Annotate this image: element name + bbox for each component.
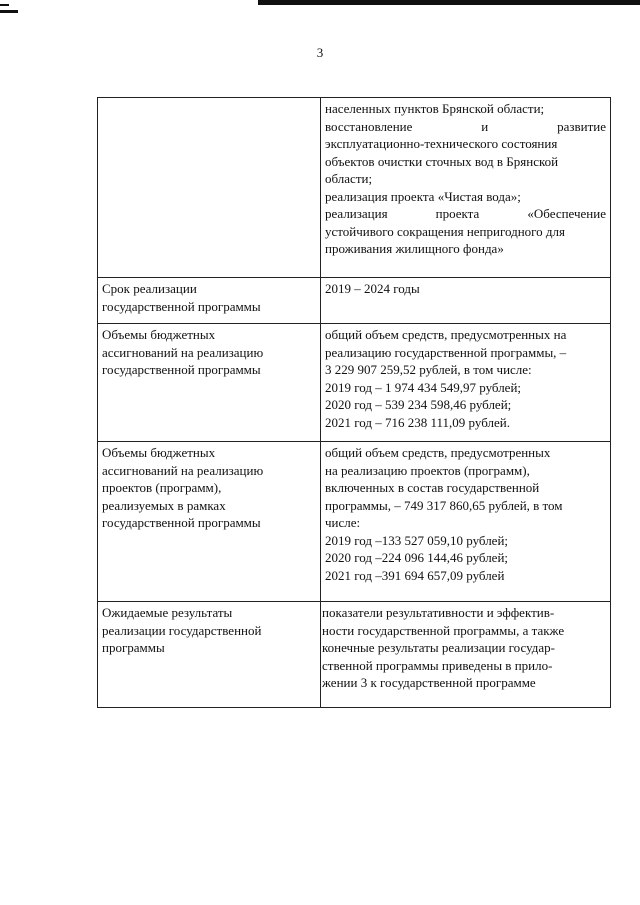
label-line: государственной программы	[102, 515, 261, 530]
scan-edge-mark	[0, 4, 9, 6]
table-row	[98, 602, 611, 708]
row-value-cell	[321, 442, 611, 602]
label-line: программы	[102, 640, 165, 655]
value-line: числе:	[325, 515, 361, 530]
row-value-cell	[321, 98, 611, 278]
value-word: «Обеспечение	[527, 206, 606, 221]
label-line: ассигнований на реализацию	[102, 462, 264, 478]
label-line: государственной программы	[102, 298, 261, 314]
scan-edge-line	[258, 0, 640, 5]
table-row	[98, 98, 611, 278]
row-value-cell	[321, 602, 611, 708]
row-label-cell	[98, 98, 321, 278]
label-line: Объемы бюджетных	[102, 327, 216, 342]
value-word: проекта	[435, 206, 480, 221]
label-line: Срок реализации	[102, 281, 197, 296]
table-row	[98, 324, 611, 442]
scan-edge-mark	[0, 10, 18, 13]
value-line: 2019 – 2024 годы	[325, 281, 420, 296]
value-line: показатели результативности и эффектив-	[322, 605, 555, 620]
label-line: ассигнований на реализацию	[102, 344, 264, 360]
value-word: реализация	[325, 206, 388, 221]
label-line: проектов (программ),	[102, 480, 222, 495]
value-word: развитие	[557, 118, 606, 134]
value-word: восстановление	[325, 118, 413, 134]
value-line: программы, – 749 317 860,65 рублей, в том	[325, 497, 563, 513]
row-value-cell	[321, 278, 611, 324]
label-line: реализации государственной	[102, 622, 262, 638]
value-line: населенных пунктов Брянской области;	[325, 101, 545, 116]
value-line: ственной программы приведены в прило-	[322, 657, 553, 673]
row-value-cell	[321, 324, 611, 442]
value-line: конечные результаты реализации государ-	[322, 640, 555, 655]
program-passport-table	[97, 97, 611, 708]
value-line: включенных в состав государственной	[325, 480, 540, 495]
value-line: общий объем средств, предусмотренных	[325, 445, 551, 460]
value-line: 2021 год –391 694 657,09 рублей	[325, 567, 505, 583]
value-line: 2020 год – 539 234 598,46 рублей;	[325, 397, 512, 412]
value-line: проживания жилищного фонда»	[325, 241, 504, 256]
value-line: 2019 год –133 527 059,10 рублей;	[325, 532, 509, 548]
value-line: объектов очистки сточных вод в Брянской	[325, 153, 559, 169]
row-label-cell	[98, 442, 321, 602]
table-body	[98, 98, 611, 708]
value-line: реализацию государственной программы, –	[325, 344, 567, 360]
value-line: 2019 год – 1 974 434 549,97 рублей;	[325, 379, 522, 395]
label-line: государственной программы	[102, 362, 261, 377]
value-word: и	[481, 118, 489, 134]
value-line: области;	[325, 171, 373, 186]
value-line: ности государственной программы, а также	[322, 622, 565, 638]
label-line: Объемы бюджетных	[102, 445, 216, 460]
row-label-cell	[98, 324, 321, 442]
value-line-justified	[325, 205, 606, 223]
value-line: 3 229 907 259,52 рублей, в том числе:	[325, 362, 532, 377]
value-line: жении 3 к государственной программе	[322, 675, 536, 690]
table-row	[98, 278, 611, 324]
label-line: реализуемых в рамках	[102, 497, 226, 513]
value-line: реализация проекта «Чистая вода»;	[325, 188, 521, 204]
value-line: общий объем средств, предусмотренных на	[325, 327, 567, 342]
page-number: 3	[316, 45, 324, 60]
value-line: эксплуатационно-технического состояния	[325, 136, 558, 151]
value-line: 2020 год –224 096 144,46 рублей;	[325, 550, 509, 565]
row-label-cell	[98, 278, 321, 324]
value-line: на реализацию проектов (программ),	[325, 462, 530, 478]
row-label-cell	[98, 602, 321, 708]
table-row	[98, 442, 611, 602]
value-line-justified	[325, 118, 606, 136]
label-line: Ожидаемые результаты	[102, 605, 233, 620]
value-line: устойчивого сокращения непригодного для	[325, 223, 566, 239]
value-line: 2021 год – 716 238 111,09 рублей.	[325, 414, 510, 430]
